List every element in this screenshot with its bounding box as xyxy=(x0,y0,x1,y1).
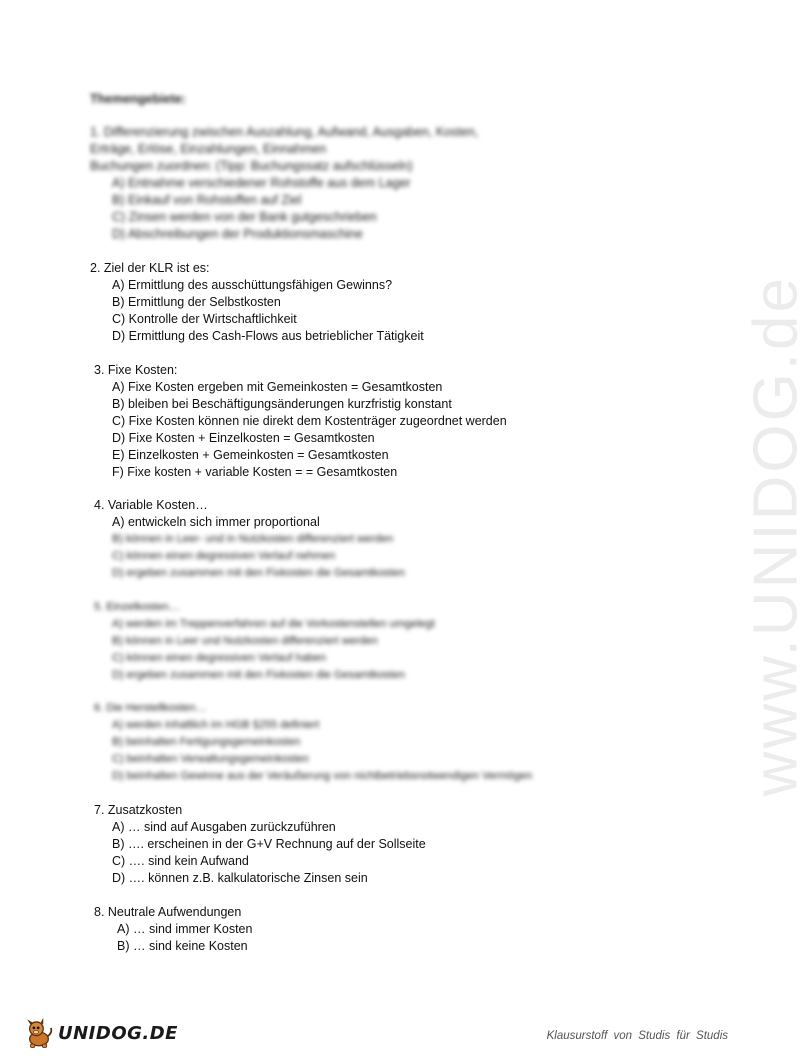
question-7-option: C) …. sind kein Aufwand xyxy=(112,854,249,868)
footer-tagline: Klausurstoff von Studis für Studis xyxy=(546,1030,728,1042)
question-7-option: D) …. können z.B. kalkulatorische Zinsen sein xyxy=(112,871,368,885)
question-4-option-blurred: C) können einen degressiven Verlauf nehmen xyxy=(112,550,336,562)
question-7-option: A) … sind auf Ausgaben zurückzuführen xyxy=(112,820,336,834)
question-6-option: A) werden inhaltlich im HGB §255 definiert xyxy=(112,719,320,731)
q1-line: Buchungen zuordnen: (Tipp: Buchungssatz aufschlüsseln) xyxy=(90,159,413,173)
question-2-option: D) Ermittlung des Cash-Flows aus betrieblicher Tätigkeit xyxy=(112,329,424,343)
question-6-option: B) beinhalten Fertigungsgemeinkosten xyxy=(112,736,301,748)
question-2-option: B) Ermittlung der Selbstkosten xyxy=(112,295,281,309)
question-3-option: D) Fixe Kosten + Einzelkosten = Gesamtkosten xyxy=(112,431,375,445)
question-4-title: 4. Variable Kosten… xyxy=(94,498,208,512)
watermark: www.UNIDOG.de xyxy=(741,275,810,797)
question-4-option-blurred: B) können in Leer- und in Nutzkosten differenziert werden xyxy=(112,533,394,545)
question-5-option: C) können einen degressiven Verlauf haben xyxy=(112,652,327,664)
logo-text: UNIDOG.DE xyxy=(58,1022,178,1044)
q1-option: A) Entnahme verschiedener Rohstoffe aus dem Lager xyxy=(112,176,411,190)
q1-option: B) Einkauf von Rohstoffen auf Ziel xyxy=(112,193,302,207)
question-3-option: A) Fixe Kosten ergeben mit Gemeinkosten = Gesamtkosten xyxy=(112,380,443,394)
question-8-option: B) … sind keine Kosten xyxy=(117,939,248,953)
question-3-title: 3. Fixe Kosten: xyxy=(94,363,178,377)
question-5-option: A) werden im Treppenverfahren auf die Vorkostenstellen umgelegt xyxy=(112,618,435,630)
question-3-option: B) bleiben bei Beschäftigungsänderungen kurzfristig konstant xyxy=(112,397,452,411)
question-2-title: 2. Ziel der KLR ist es: xyxy=(90,261,210,275)
question-3-option: F) Fixe kosten + variable Kosten = = Gesamtkosten xyxy=(112,465,398,479)
question-8-option: A) … sind immer Kosten xyxy=(117,922,253,936)
question-3-option: E) Einzelkosten + Gemeinkosten = Gesamtkosten xyxy=(112,448,389,462)
q1-option: C) Zinsen werden von der Bank gutgeschrieben xyxy=(112,210,377,224)
question-7-title: 7. Zusatzkosten xyxy=(94,803,183,817)
question-4-option: A) entwickeln sich immer proportional xyxy=(112,515,320,529)
question-3-option: C) Fixe Kosten können nie direkt dem Kostenträger zugeordnet werden xyxy=(112,414,507,428)
question-6-title: 6. Die Herstellkosten… xyxy=(94,702,207,714)
question-2-option: C) Kontrolle der Wirtschaftlichkeit xyxy=(112,312,297,326)
question-4-option-blurred: D) ergeben zusammen mit den Fixkosten die Gesamtkosten xyxy=(112,567,405,579)
q1-option: D) Abschreibungen der Produktionsmaschine xyxy=(112,227,363,241)
dog-mascot-icon xyxy=(22,1016,56,1050)
question-5-title: 5. Einzelkosten… xyxy=(94,601,180,613)
question-2-option: A) Ermittlung des ausschüttungsfähigen Gewinns? xyxy=(112,278,393,292)
question-5-option: D) ergeben zusammen mit den Fixkosten die Gesamtkosten xyxy=(112,669,405,681)
q1-line: Erträge, Erlöse, Einzahlungen, Einnahmen xyxy=(90,142,327,156)
footer-logo[interactable] xyxy=(22,1012,178,1054)
question-6-option: C) beinhalten Verwaltungsgemeinkosten xyxy=(112,753,309,765)
question-7-option: B) …. erscheinen in der G+V Rechnung auf der Sollseite xyxy=(112,837,426,851)
q1-line: 1. Differenzierung zwischen Auszahlung, Aufwand, Ausgaben, Kosten, xyxy=(90,125,479,139)
question-8-title: 8. Neutrale Aufwendungen xyxy=(94,905,242,919)
question-5-option: B) können in Leer und Nutzkosten differenziert werden xyxy=(112,635,378,647)
question-6-option: D) beinhalten Gewinne aus der Veräußerung von nichtbetriebsnotwendigen Vermögen xyxy=(112,770,533,782)
topics-heading: Themengebiete: xyxy=(90,92,186,106)
